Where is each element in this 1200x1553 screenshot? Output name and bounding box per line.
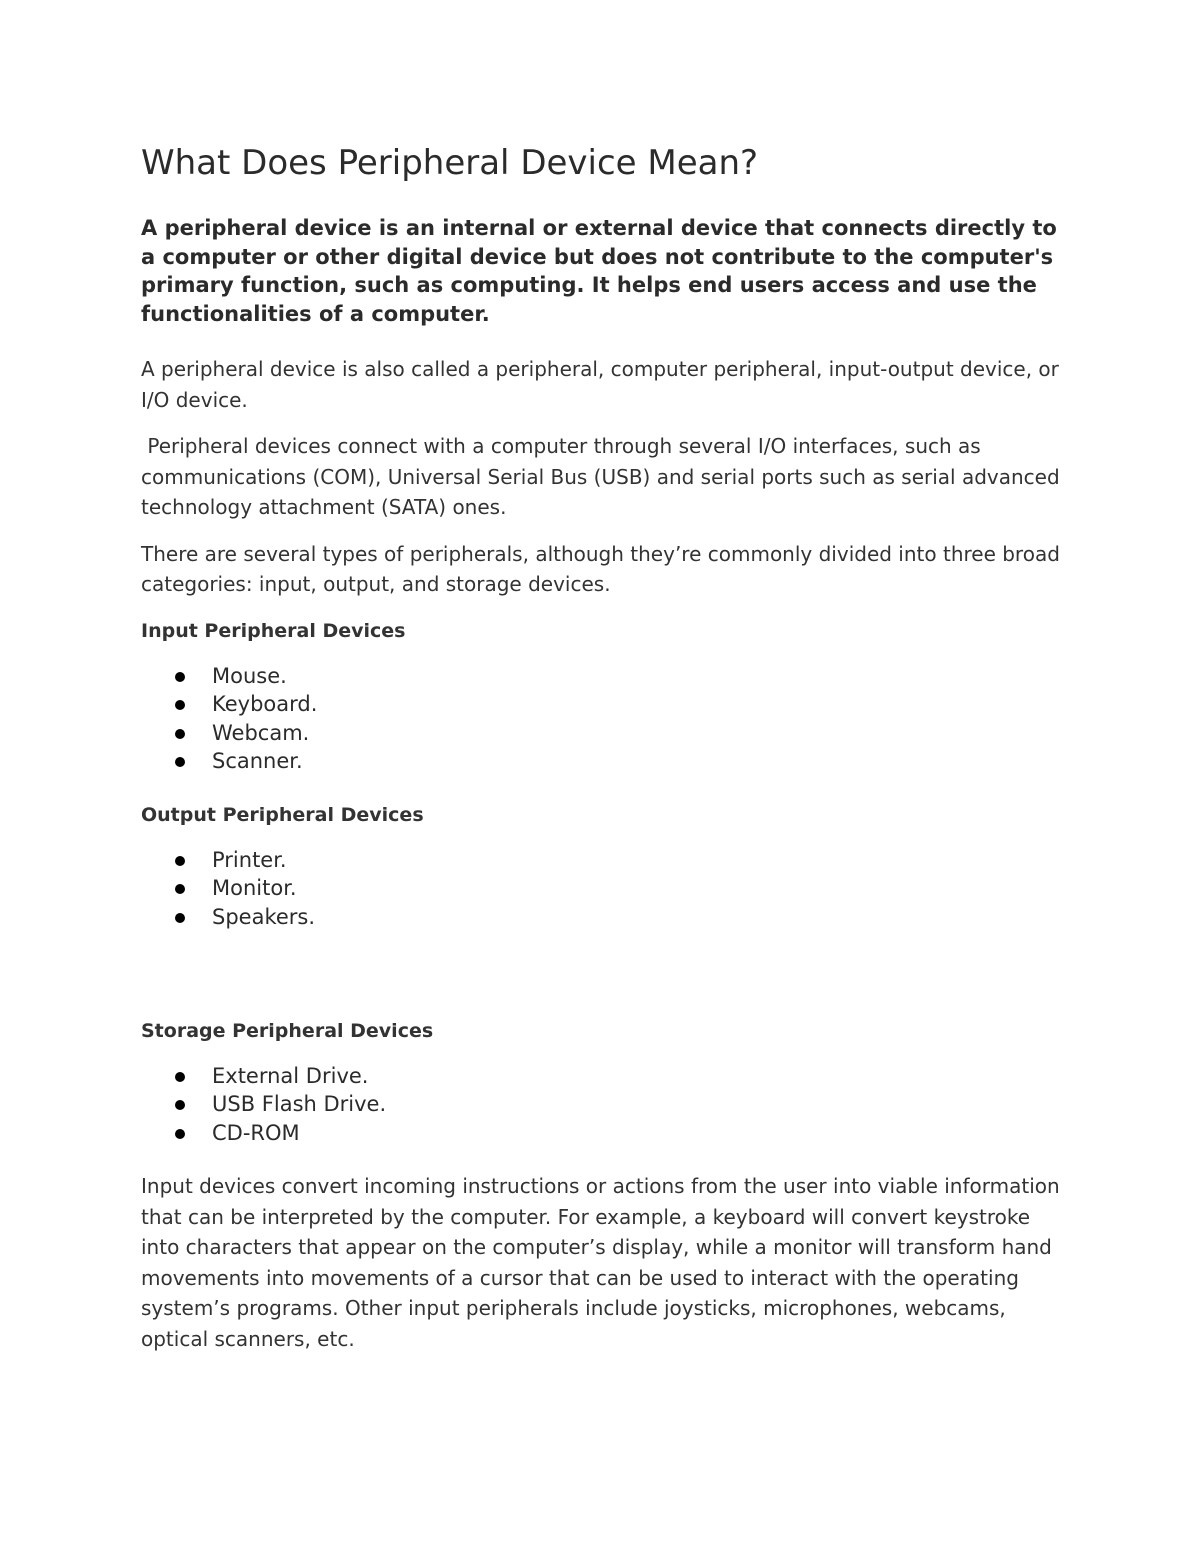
bullet-icon (175, 700, 185, 710)
list-item-label: External Drive. (212, 1063, 369, 1088)
list-item-label: CD-ROM (212, 1120, 300, 1145)
bullet-icon (175, 884, 185, 894)
list-item (141, 662, 1061, 691)
storage-devices-heading: Storage Peripheral Devices (141, 1019, 434, 1042)
list-item-label: USB Flash Drive. (212, 1092, 387, 1117)
list-item (141, 1119, 1061, 1148)
paragraph-categories: There are several types of peripherals, although they’re commonly divided into three broad categories: input, output, and storage devices. (141, 541, 1060, 596)
input-devices-heading: Input Peripheral Devices (141, 619, 406, 642)
storage-devices-list (141, 1062, 1061, 1148)
paragraph-aliases: A peripheral device is also called a peripheral, computer peripheral, input-output device, or I/O device. (141, 357, 1059, 412)
lead-paragraph: A peripheral device is an internal or external device that connects directly to a computer or other digital device but does not contribute to the computer's primary function, such as computing. It helps end users access and use the functionalities of a computer. (141, 216, 1057, 326)
list-item-label: Keyboard. (212, 692, 318, 717)
list-item-label: Printer. (212, 847, 287, 872)
bullet-icon (175, 1072, 185, 1082)
bullet-icon (175, 856, 185, 866)
bullet-icon (175, 729, 185, 739)
document-page (141, 140, 1067, 1370)
bullet-icon (175, 1100, 185, 1110)
list-item-label: Mouse. (212, 663, 287, 688)
paragraph-interfaces: Peripheral devices connect with a computer through several I/O interfaces, such as communications (COM), Universal Serial Bus (USB) and serial ports such as serial advanced technology attachment (SATA) ones. (141, 434, 1067, 519)
list-item (141, 719, 1061, 748)
list-item-label: Scanner. (212, 749, 303, 774)
list-item (141, 874, 1061, 903)
bullet-icon (175, 672, 185, 682)
list-item (141, 690, 1061, 719)
list-item (141, 846, 1061, 875)
paragraph-input-devices: Input devices convert incoming instructions or actions from the user into viable information that can be interpreted by the computer. For example, a keyboard will convert keystroke into characters that appear on the computer’s display, while a monitor will transform hand movements into movements of a cursor that can be used to interact with the operating system’s programs. Other input peripherals include joysticks, microphones, webcams, optical scanners, etc. (141, 1174, 1060, 1351)
blank-space (141, 956, 1061, 1016)
list-item-label: Monitor. (212, 876, 297, 901)
output-devices-list (141, 846, 1061, 932)
bullet-icon (175, 913, 185, 923)
list-item (141, 903, 1061, 932)
list-item (141, 747, 1061, 776)
list-item (141, 1090, 1061, 1119)
page-title: What Does Peripheral Device Mean? (141, 143, 759, 183)
list-item-label: Webcam. (212, 720, 310, 745)
list-item-label: Speakers. (212, 905, 316, 930)
bullet-icon (175, 757, 185, 767)
output-devices-heading: Output Peripheral Devices (141, 803, 424, 826)
bullet-icon (175, 1129, 185, 1139)
list-item (141, 1062, 1061, 1091)
input-devices-list (141, 662, 1061, 776)
